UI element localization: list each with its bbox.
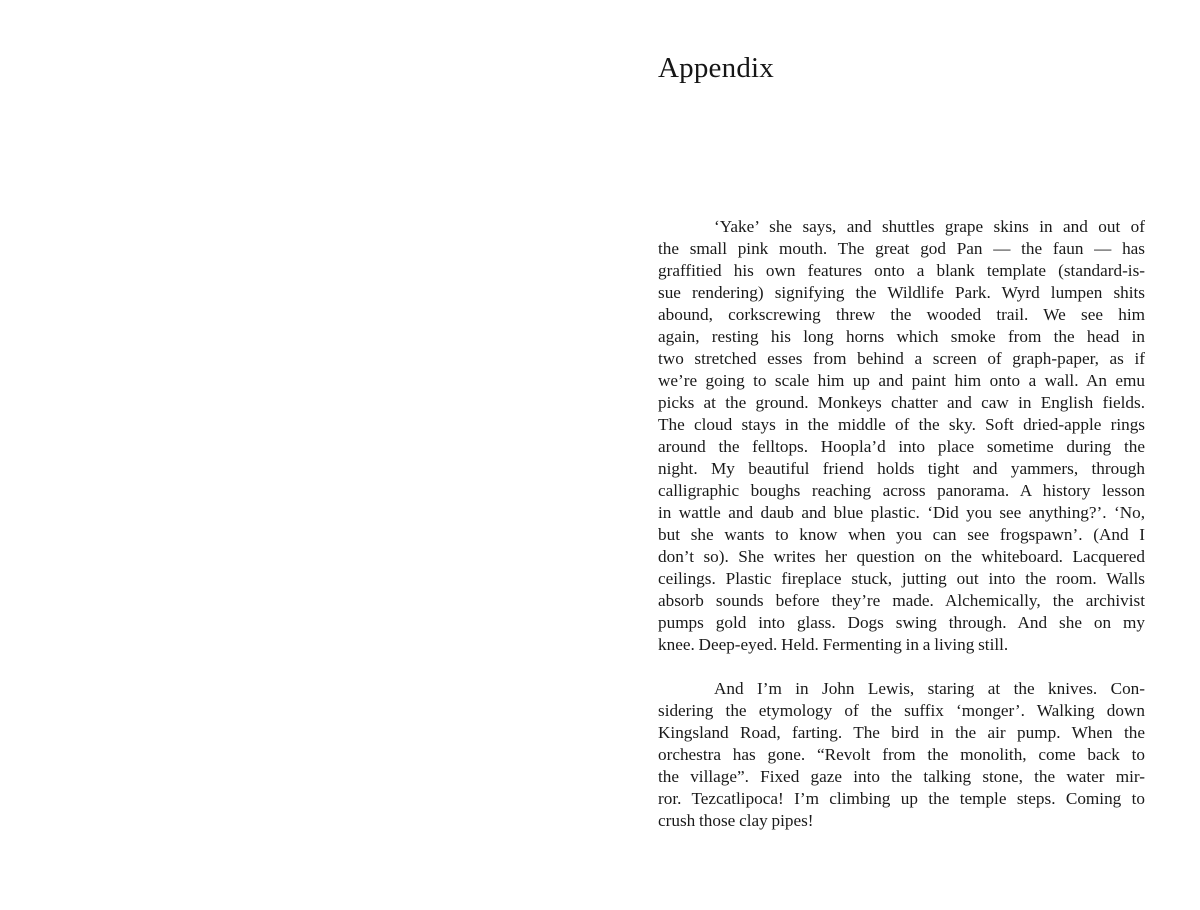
text-line: abound, corkscrewing threw the wooded trail. We see him [658,305,1145,324]
text-line: around the felltops. Hoopla’d into place sometime during the [658,437,1145,456]
text-line: but she wants to know when you can see frogspawn’. (And I [658,525,1145,544]
paragraph-2 [658,678,1145,832]
text-line: pumps gold into glass. Dogs swing through. And she on my [658,613,1145,632]
text-line: The cloud stays in the middle of the sky. Soft dried-apple rings [658,415,1145,434]
text-line: picks at the ground. Monkeys chatter and caw in English fields. [658,393,1145,412]
text-line: we’re going to scale him up and paint him onto a wall. An emu [658,371,1145,390]
text-line: ‘Yake’ she says, and shuttles grape skins in and out of [714,217,1145,236]
text-line: graffitied his own features onto a blank template (standard-is- [658,261,1145,280]
text-line: ror. Tezcatlipoca! I’m climbing up the temple steps. Coming to [658,789,1145,808]
text-line: again, resting his long horns which smoke from the head in [658,327,1145,346]
text-line: And I’m in John Lewis, staring at the knives. Con- [714,679,1145,698]
text-line: Kingsland Road, farting. The bird in the air pump. When the [658,723,1145,742]
text-line: in wattle and daub and blue plastic. ‘Did you see anything?’. ‘No, [658,503,1145,522]
text-line: two stretched esses from behind a screen of graph-paper, as if [658,349,1145,368]
text-line: ceilings. Plastic fireplace stuck, jutting out into the room. Walls [658,569,1145,588]
text-line: don’t so). She writes her question on the whiteboard. Lacquered [658,547,1145,566]
right-page [600,0,1200,910]
text-line: knee. Deep-eyed. Held. Fermenting in a living still. [658,635,1009,654]
text-line: night. My beautiful friend holds tight and yammers, through [658,459,1145,478]
text-line: sue rendering) signifying the Wildlife Park. Wyrd lumpen shits [658,283,1145,302]
text-line: the small pink mouth. The great god Pan — the faun — has [658,239,1145,258]
page-title: Appendix [658,52,774,84]
text-line: the village”. Fixed gaze into the talking stone, the water mir- [658,767,1145,786]
body-text [658,216,1145,832]
text-line: orchestra has gone. “Revolt from the monolith, come back to [658,745,1145,764]
text-line: sidering the etymology of the suffix ‘monger’. Walking down [658,701,1145,720]
text-line: calligraphic boughs reaching across panorama. A history lesson [658,481,1145,500]
text-line: crush those clay pipes! [658,811,814,830]
paragraph-1 [658,216,1145,656]
text-line: absorb sounds before they’re made. Alchemically, the archivist [658,591,1145,610]
